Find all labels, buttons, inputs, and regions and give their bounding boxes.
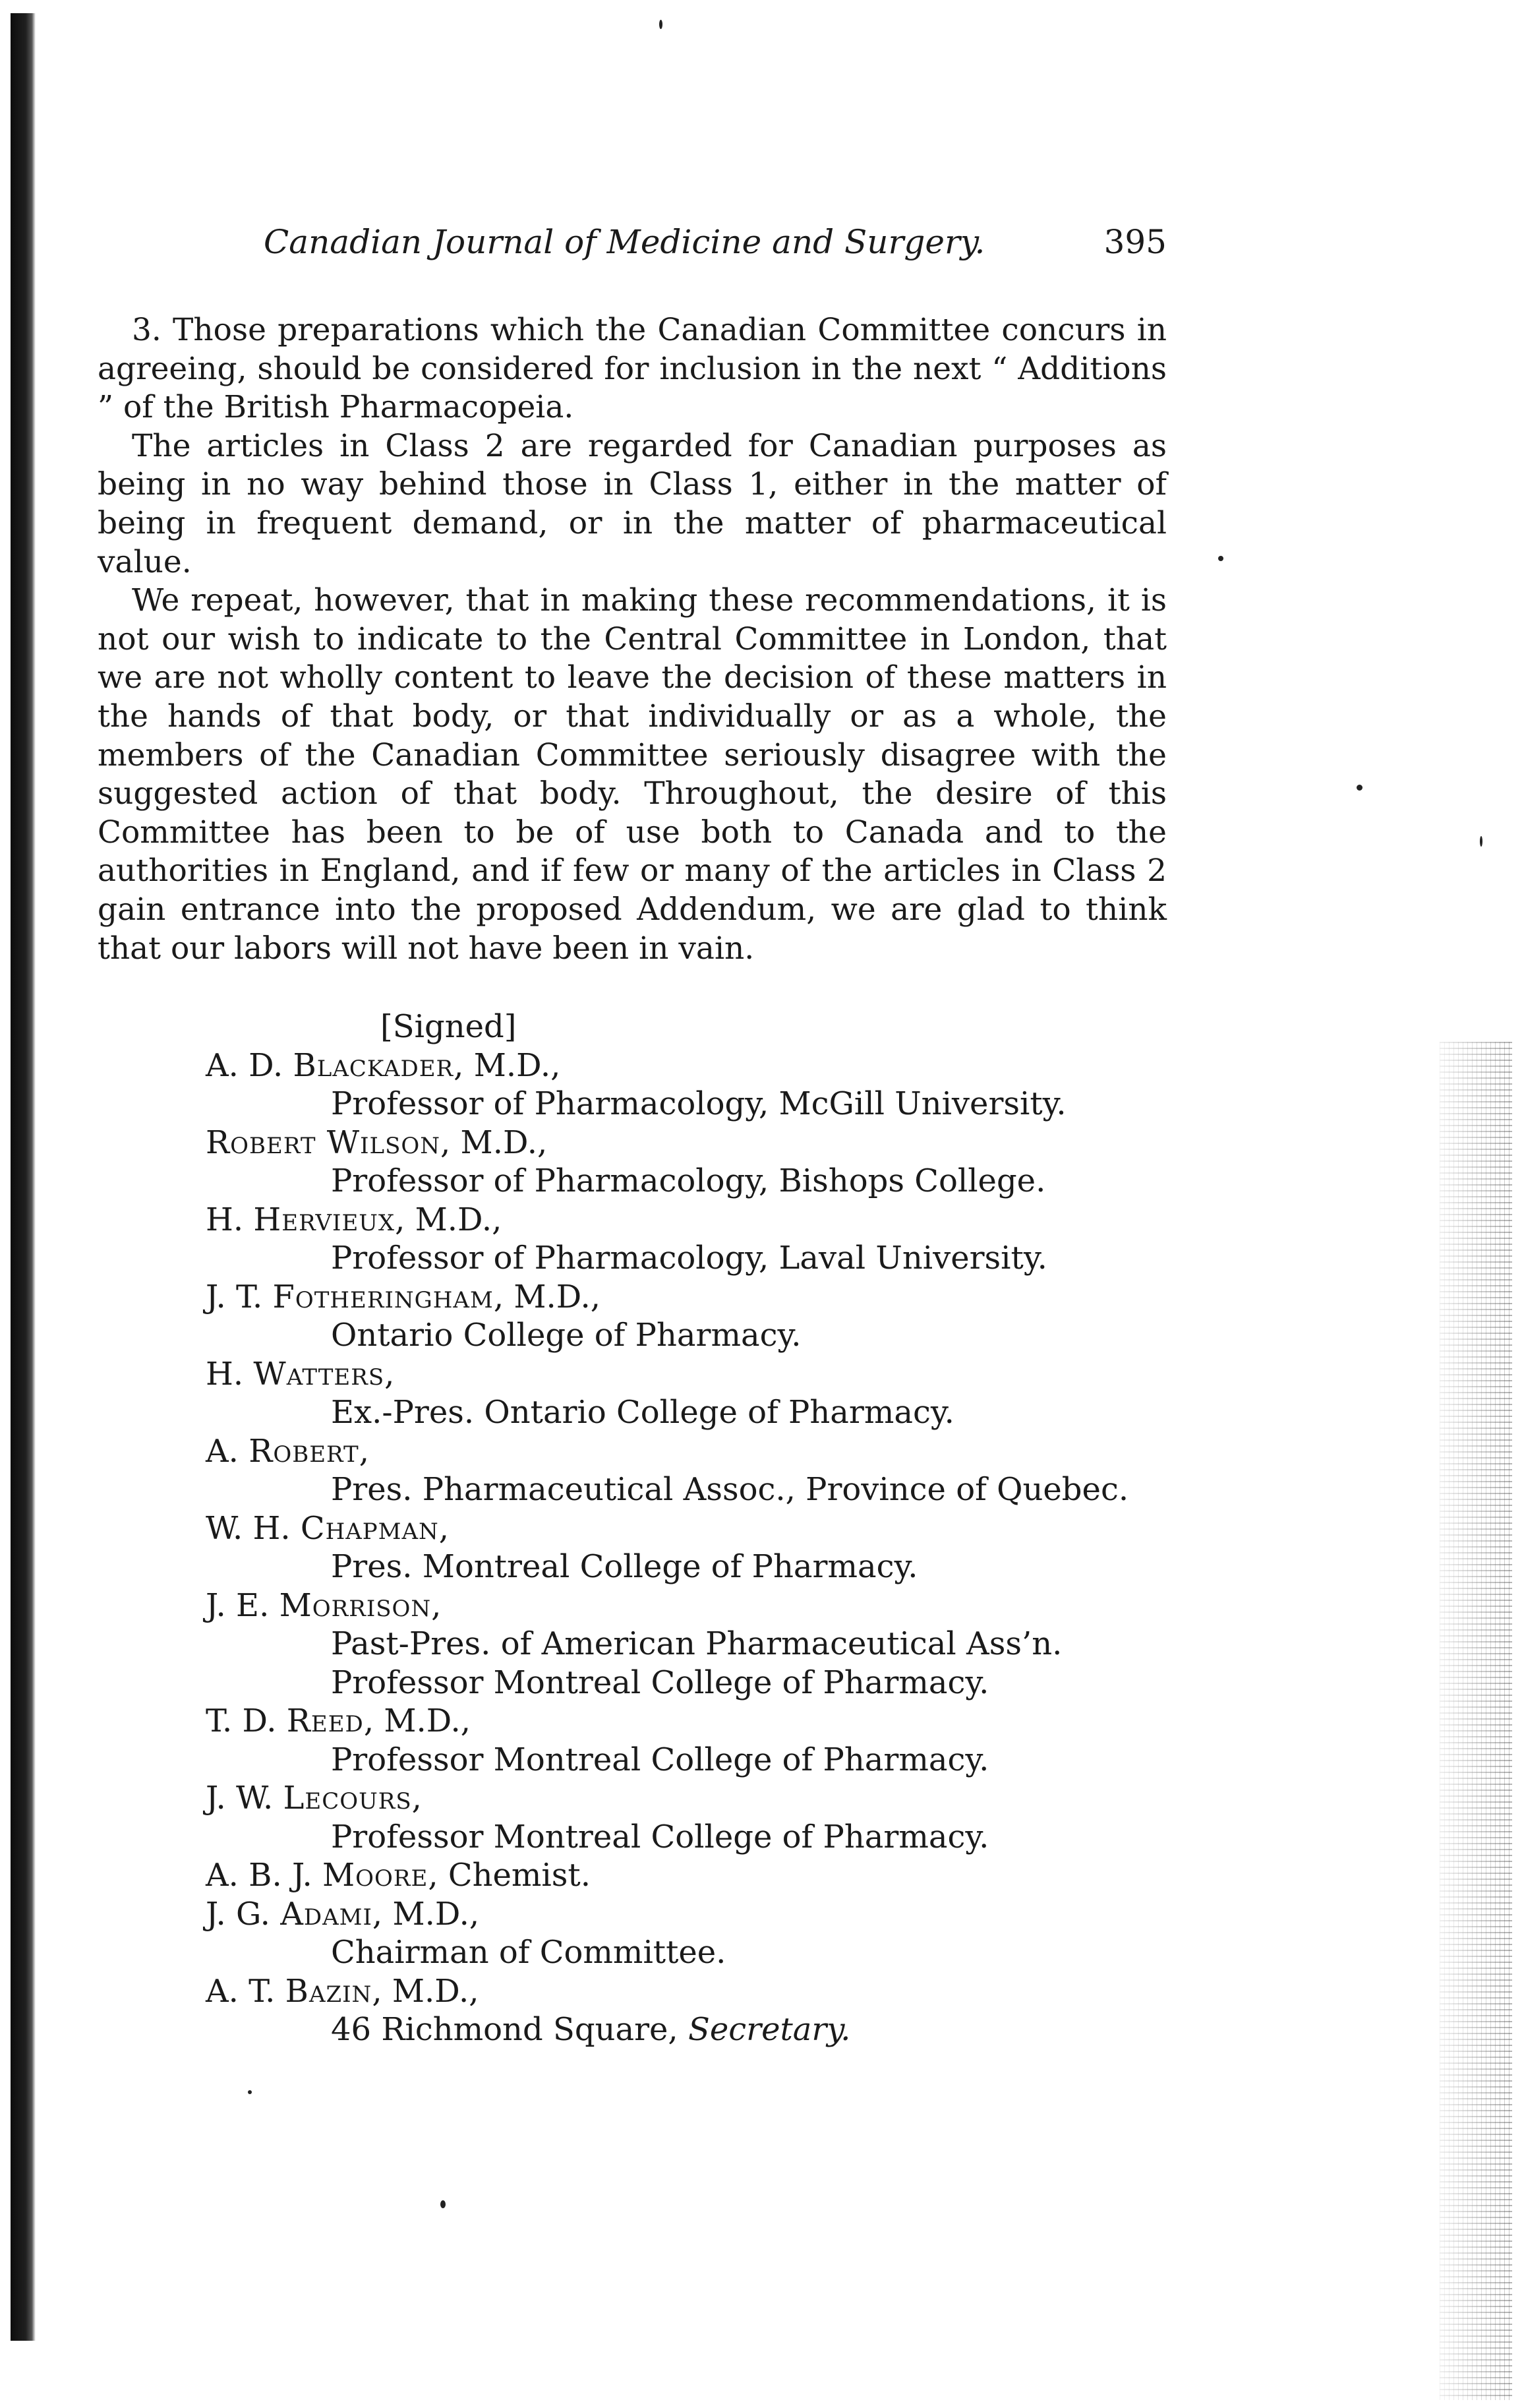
signatory-suffix: , M.D., bbox=[454, 1046, 561, 1084]
scan-speck bbox=[659, 20, 662, 29]
signatory-role: Pres. Montreal College of Pharmacy. bbox=[331, 1548, 918, 1585]
binding-edge-shadow bbox=[11, 13, 36, 2341]
signatory-role: Chairman of Committee. bbox=[331, 1934, 726, 1971]
signatory-role: Professor Montreal College of Pharmacy. bbox=[331, 1818, 989, 1855]
signatory-surname: Hervieux bbox=[253, 1201, 396, 1238]
signatory-role: Ontario College of Pharmacy. bbox=[331, 1317, 802, 1354]
paragraph: The articles in Class 2 are regarded for Canadian purposes as being in no way behind those in Class 1, either in the matter of being in frequent demand, or in the matter of pharmaceutical value. bbox=[98, 427, 1167, 580]
scan-speck bbox=[248, 2090, 252, 2094]
secretary-address: 46 Richmond Square, bbox=[331, 2011, 688, 2048]
signatory-surname: Robert bbox=[249, 1432, 359, 1470]
scan-speck bbox=[1480, 836, 1482, 847]
signatory-suffix: , M.D., bbox=[372, 1895, 480, 1933]
body-text bbox=[98, 311, 1167, 968]
signatory-suffix: , bbox=[438, 1509, 450, 1547]
signatory-initials: A. B. J. bbox=[206, 1857, 312, 1894]
signatory-initials: A. bbox=[206, 1432, 239, 1470]
signatory-name bbox=[206, 1432, 1168, 1471]
signatory-role: Pres. Pharmaceutical Assoc., Province of Quebec. bbox=[331, 1471, 1129, 1508]
signatory-initials: W. H. bbox=[206, 1509, 291, 1547]
scan-speck bbox=[440, 2200, 446, 2208]
signatory-suffix: , M.D., bbox=[440, 1124, 548, 1161]
running-header bbox=[264, 223, 1167, 269]
signatory-suffix: , bbox=[359, 1432, 369, 1470]
signatory-suffix: , bbox=[411, 1780, 422, 1817]
signatory-suffix: , M.D., bbox=[363, 1702, 471, 1739]
signatory-initials: J. G. bbox=[206, 1895, 270, 1933]
signatory-role: Ex.-Pres. Ontario College of Pharmacy. bbox=[331, 1394, 954, 1431]
signatory-suffix: , M.D., bbox=[493, 1278, 601, 1315]
signatory-initials: J. E. bbox=[206, 1586, 270, 1624]
journal-title: Canadian Journal of Medicine and Surgery. bbox=[264, 223, 985, 261]
paragraph: 3. Those preparations which the Canadian Committee concurs in agreeing, should be considered for inclusion in the next “ Additions ” of the British Pharmacopeia. bbox=[98, 312, 1167, 426]
signatory-surname: Bazin bbox=[285, 1972, 372, 2010]
signatory-surname: Fotheringham bbox=[272, 1278, 494, 1315]
signatory-surname: Robert Wilson bbox=[206, 1124, 441, 1161]
signatory-name bbox=[206, 1856, 1168, 1895]
signatory-role: Professor of Pharmacology, McGill University. bbox=[331, 1085, 1067, 1122]
signatory-name bbox=[206, 1046, 1168, 1085]
signatory-role: Professor of Pharmacology, Laval University. bbox=[331, 1240, 1047, 1277]
signatory-initials: T. D. bbox=[206, 1702, 277, 1739]
signatory-initials: A. D. bbox=[206, 1046, 283, 1084]
signatory-initials: J. W. bbox=[206, 1780, 274, 1817]
signatory-suffix: , bbox=[431, 1586, 442, 1624]
signatory-initials: H. bbox=[206, 1201, 244, 1238]
signatory-name bbox=[206, 1972, 1168, 2011]
paragraph: We repeat, however, that in making these recommendations, it is not our wish to indicate to the Central Committee in London, that we are not wholly content to leave the decision of these matters in the hands of that body, or that individually or as a whole, the members of the Canadian Committee seriously disagree with the suggested action of that body. Throughout, the desire of this Committee has been to be of use both to Canada and to the authorities in England, and if few or many of the articles in Class 2 gain entrance into the proposed Addendum, we are glad to think that our labors will not have been in vain. bbox=[98, 582, 1167, 967]
signatory-role: Professor of Pharmacology, Bishops College. bbox=[331, 1162, 1046, 1199]
signatory-suffix: , M.D., bbox=[372, 1972, 479, 2010]
signatory-name bbox=[206, 1586, 1168, 1625]
signatory-surname: Reed bbox=[286, 1702, 364, 1739]
signatory-surname: Chapman bbox=[300, 1509, 439, 1547]
signatory-name bbox=[206, 1124, 1168, 1162]
signatory-surname: Morrison bbox=[279, 1586, 432, 1624]
signatory-role: Past-Pres. of American Pharmaceutical Ass’n. bbox=[331, 1625, 1063, 1662]
signatory-name bbox=[206, 1779, 1168, 1818]
signatory-role: Professor Montreal College of Pharmacy. bbox=[331, 1741, 989, 1778]
signatory-surname: Blackader bbox=[293, 1046, 454, 1084]
signatory-name bbox=[206, 1509, 1168, 1548]
signatory-surname: Moore bbox=[322, 1857, 428, 1894]
signatory-suffix: , bbox=[384, 1355, 395, 1393]
secretary-title: Secretary. bbox=[688, 2011, 851, 2048]
signatory-name bbox=[206, 1355, 1168, 1394]
signatory-name bbox=[206, 1201, 1168, 1240]
signatory-name bbox=[206, 1895, 1168, 1934]
signatory-suffix: , Chemist. bbox=[428, 1857, 591, 1894]
signatory-list bbox=[206, 1046, 1168, 2011]
signatory-initials: H. bbox=[206, 1355, 244, 1393]
signatory-name bbox=[206, 1702, 1168, 1741]
signatory-surname: Adami bbox=[280, 1895, 372, 1933]
signatory-surname: Lecours bbox=[283, 1780, 412, 1817]
page-number: 395 bbox=[1103, 223, 1167, 261]
scan-speck bbox=[1357, 785, 1363, 791]
signatory-initials: J. T. bbox=[206, 1278, 263, 1315]
signed-label: [Signed] bbox=[380, 1008, 517, 1045]
scan-noise-edge bbox=[1440, 1042, 1512, 2400]
signatory-initials: A. T. bbox=[206, 1972, 276, 2010]
signature-block bbox=[206, 1008, 1168, 2049]
signatory-suffix: , M.D., bbox=[395, 1201, 502, 1238]
signatory-surname: Watters bbox=[253, 1355, 385, 1393]
signatory-name bbox=[206, 1278, 1168, 1317]
scan-speck bbox=[1218, 556, 1223, 561]
signatory-role: Professor Montreal College of Pharmacy. bbox=[331, 1664, 989, 1701]
secretary-line bbox=[206, 2010, 1168, 2049]
